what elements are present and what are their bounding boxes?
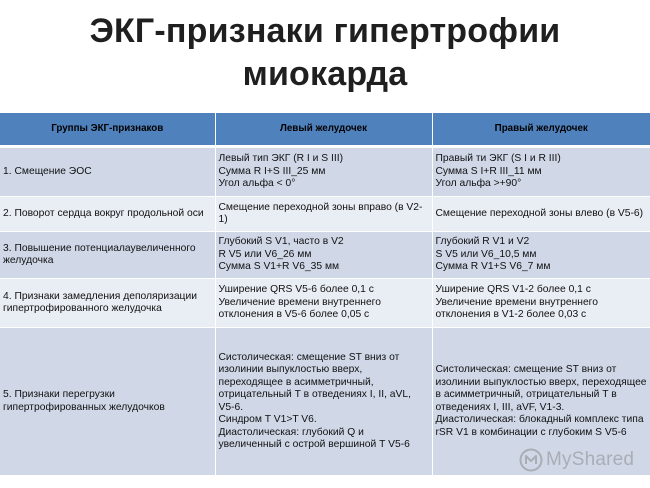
watermark-text: MyShared bbox=[546, 449, 635, 470]
row-right-cell: Уширение QRS V1-2 более 0,1 с Увеличение времени внутреннего отклонения в V1-2 более 0,03 с bbox=[432, 279, 650, 328]
watermark bbox=[519, 448, 634, 472]
table-row bbox=[0, 279, 650, 328]
table-header-row bbox=[0, 113, 650, 147]
table-row bbox=[0, 232, 650, 279]
header-left-ventricle: Левый желудочек bbox=[215, 113, 432, 147]
row-left-cell: Глубокий S V1, часто в V2 R V5 или V6_26 мм Сумма S V1+R V6_35 мм bbox=[215, 232, 432, 279]
row-right-cell: Глубокий R V1 и V2 S V5 или V6_10,5 мм Сумма R V1+S V6_7 мм bbox=[432, 232, 650, 279]
myshared-logo-icon bbox=[519, 448, 543, 472]
table-row bbox=[0, 147, 650, 197]
row-right-cell: Систолическая: смещение ST вниз от изолинии выпуклостью вверх, переходящее в асимметричный, отрицательный T в отведениях I, III, aVF, V1-3. Диастолическая: блокадный комплекс типа rSR V1 в комбинации с глубоким S V5-6 bbox=[432, 328, 650, 476]
row-group-cell: 4. Признаки замедления деполяризации гипертрофированного желудочка bbox=[0, 279, 215, 328]
header-right-ventricle: Правый желудочек bbox=[432, 113, 650, 147]
row-left-cell: Уширение QRS V5-6 более 0,1 с Увеличение времени внутреннего отклонения в V5-6 более 0,05 с bbox=[215, 279, 432, 328]
header-groups: Группы ЭКГ-признаков bbox=[0, 113, 215, 147]
row-right-cell: Смещение переходной зоны влево (в V5-6) bbox=[432, 197, 650, 232]
row-group-cell: 2. Поворот сердца вокруг продольной оси bbox=[0, 197, 215, 232]
row-right-cell: Правый ти ЭКГ (S I и R III) Сумма S I+R III_11 мм Угол альфа >+90° bbox=[432, 147, 650, 197]
ecg-table-container bbox=[0, 113, 650, 476]
ecg-signs-table bbox=[0, 113, 650, 476]
page-title: ЭКГ-признаки гипертрофии миокарда bbox=[89, 12, 561, 93]
table-row bbox=[0, 197, 650, 232]
row-left-cell: Смещение переходной зоны вправо (в V2-1) bbox=[215, 197, 432, 232]
row-group-cell: 1. Смещение ЭОС bbox=[0, 147, 215, 197]
row-group-cell: 5. Признаки перегрузки гипертрофированных желудочков bbox=[0, 328, 215, 476]
row-group-cell: 3. Повышение потенциалаувеличенного желудочка bbox=[0, 232, 215, 279]
row-left-cell: Левый тип ЭКГ (R I и S III) Сумма R I+S III_25 мм Угол альфа < 0° bbox=[215, 147, 432, 197]
row-left-cell: Систолическая: смещение ST вниз от изолинии выпуклостью вверх, переходящее в асимметричный, отрицательный T в отведениях I, II, aVL, V5-6. Синдром T V1>T V6. Диастолическая: глубокий Q и увеличенный с острой вершиной T V5-6 bbox=[215, 328, 432, 476]
